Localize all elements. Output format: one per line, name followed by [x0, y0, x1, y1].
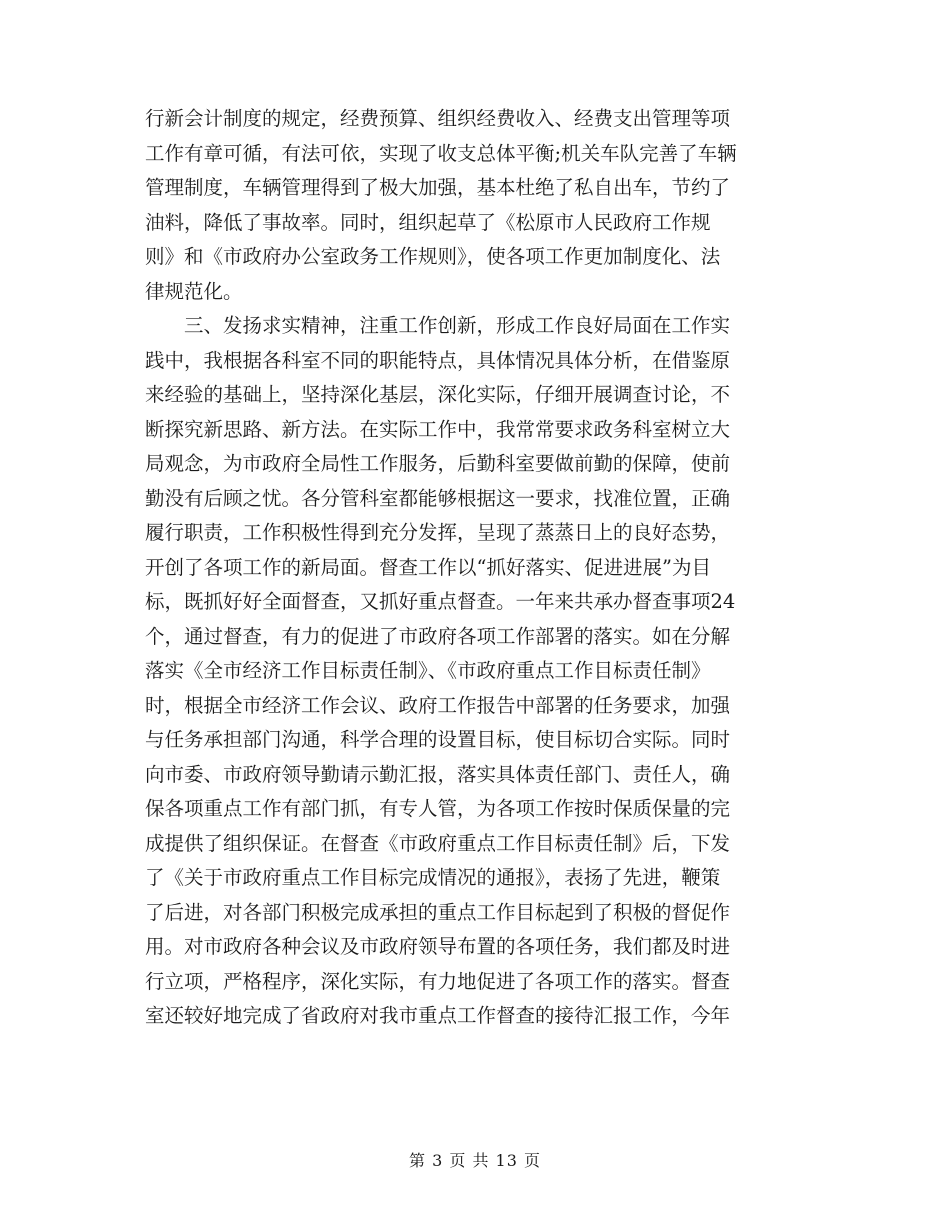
text-line: 勤没有后顾之忧。各分管科室都能够根据这一要求，找准位置，正确 — [145, 486, 731, 510]
text-line: 律规范化。 — [145, 279, 243, 303]
text-line: 了后进，对各部门积极完成承担的重点工作目标起到了积极的督促作 — [145, 900, 731, 924]
text-line: 来经验的基础上，坚持深化基层，深化实际，仔细开展调查讨论，不 — [145, 383, 731, 406]
text-line: 用。对市政府各种会议及市政府领导布置的各项任务，我们都及时进 — [145, 935, 731, 958]
text-line: 开创了各项工作的新局面。督查工作以“抓好落实、促进进展”为目 — [145, 555, 711, 579]
page-number-footer: 第 3 页 共 13 页 — [409, 1151, 541, 1170]
text-line: 了《关于市政府重点工作目标完成情况的通报》，表扬了先进，鞭策 — [145, 866, 721, 889]
text-line: 局观念，为市政府全局性工作服务，后勤科室要做前勤的保障，使前 — [145, 452, 731, 475]
text-line: 行新会计制度的规定，经费预算、组织经费收入、经费支出管理等项 — [145, 107, 731, 130]
text-line: 与任务承担部门沟通，科学合理的设置目标，使目标切合实际。同时 — [145, 728, 731, 751]
text-line: 落实《全市经济工作目标责任制》、《市政府重点工作目标责任制》 — [145, 659, 711, 682]
text-line: 行立项，严格程序，深化实际，有力地促进了各项工作的落实。督查 — [145, 969, 731, 993]
text-line: 三、发扬求实精神，注重工作创新，形成工作良好局面在工作实 — [145, 314, 731, 337]
text-line: 工作有章可循，有法可依，实现了收支总体平衡;机关车队完善了车辆 — [145, 141, 737, 165]
text-line: 向市委、市政府领导勤请示勤汇报，落实具体责任部门、责任人，确 — [145, 762, 731, 786]
text-line: 油料，降低了事故率。同时，组织起草了《松原市人民政府工作规 — [145, 210, 711, 234]
text-line: 断探究新思路、新方法。在实际工作中，我常常要求政务科室树立大 — [145, 417, 731, 441]
body-text — [145, 102, 815, 1034]
text-line: 时，根据全市经济工作会议、政府工作报告中部署的任务要求，加强 — [145, 693, 731, 717]
text-line: 则》和《市政府办公室政务工作规则》，使各项工作更加制度化、法 — [145, 245, 721, 268]
text-line: 管理制度，车辆管理得到了极大加强，基本杜绝了私自出车，节约了 — [145, 176, 731, 199]
text-line: 个，通过督查，有力的促进了市政府各项工作部署的落实。如在分解 — [145, 624, 731, 648]
text-line: 保各项重点工作有部门抓，有专人管，为各项工作按时保质保量的完 — [145, 797, 731, 820]
text-line: 室还较好地完成了省政府对我市重点工作督查的接待汇报工作，今年 — [145, 1004, 731, 1027]
text-line: 标，既抓好好全面督查，又抓好重点督查。一年来共承办督查事项24 — [145, 590, 736, 613]
text-line: 履行职责，工作积极性得到充分发挥，呈现了蒸蒸日上的良好态势， — [145, 521, 731, 544]
text-line: 成提供了组织保证。在督查《市政府重点工作目标责任制》后，下发 — [145, 831, 731, 855]
text-line: 践中，我根据各科室不同的职能特点，具体情况具体分析，在借鉴原 — [145, 348, 731, 372]
